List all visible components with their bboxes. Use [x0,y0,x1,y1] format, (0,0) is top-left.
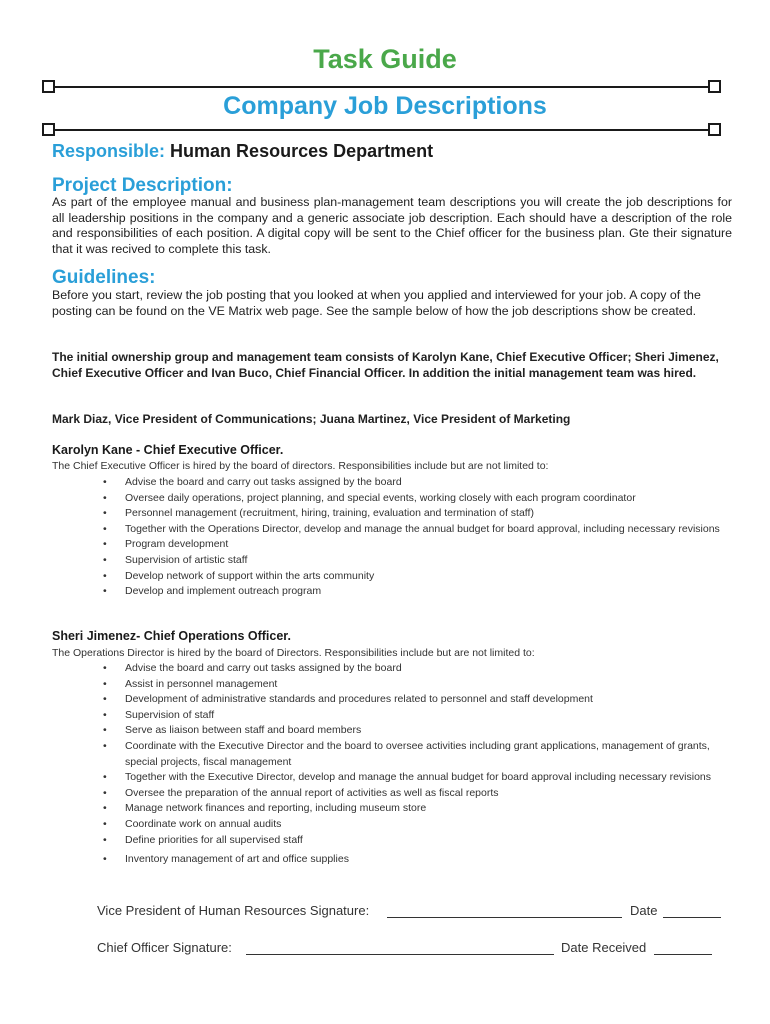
list-item: • Coordinate work on annual audits [103,817,743,833]
project-description-heading: Project Description: [52,175,233,196]
bullet-icon: • [103,476,107,488]
bullet-icon: • [103,739,107,752]
list-item: • Serve as liaison between staff and board members [103,723,743,739]
list-item: • Develop and implement outreach program [103,584,743,600]
vp-signature-field[interactable] [387,917,622,918]
list-item: • Supervision of artistic staff [103,553,743,569]
list-item: • Oversee daily operations, project planning, and special events, working closely with each program coordinator [103,491,743,507]
bullet-icon: • [103,507,107,520]
bullet-icon: • [103,569,107,582]
bullet-icon: • [103,522,107,535]
list-item: • Coordinate with the Executive Director and the board to oversee activities including grant applications, management of grants, special projects, fiscal management [103,739,710,768]
frame-corner-bottom-left [42,123,55,136]
frame-corner-bottom-right [708,123,721,136]
list-item: • Oversee the preparation of the annual report of activities as well as fiscal reports [103,786,743,802]
bullet-icon: • [103,491,107,504]
list-item: • Inventory management of art and office supplies [103,852,743,868]
bullet-icon: • [103,771,107,784]
list-item: • Advise the board and carry out tasks assigned by the board [103,475,743,491]
list-item: • Together with the Operations Director, develop and manage the annual budget for board approval, including necessary revisions [103,522,743,538]
guidelines-heading: Guidelines: [52,267,156,288]
bullet-icon: • [103,693,107,706]
project-description-text: As part of the employee manual and business plan-management team descriptions you will create the job descriptions for all leadership positions in the company and a generic associate job description. Each should have a description of the role and responsibilities of each position. A digital copy will be sent to the Chief officer for the business plan. Gte their signature that it was recived to complete this task. [52,195,732,256]
date-label: Date [630,903,658,918]
page-title: Task Guide [313,44,457,74]
bullet-icon: • [103,677,107,690]
bullet-icon: • [103,802,107,815]
bullet-icon: • [103,708,107,721]
responsible-value: Human Resources Department [170,141,434,161]
list-item: • Together with the Executive Director, develop and manage the annual budget for board approval including necessary revisions [103,770,743,786]
list-item: • Personnel management (recruitment, hiring, training, evaluation and termination of staff) [103,506,743,522]
list-item: • Assist in personnel management [103,677,743,693]
vice-presidents-line: Mark Diaz, Vice President of Communications; Juana Martinez, Vice President of Marketing [52,412,571,426]
frame-top-line [54,86,716,88]
bullet-icon: • [103,724,107,737]
ownership-paragraph: The initial ownership group and management team consists of Karolyn Kane, Chief Executive Officer; Sheri Jimenez, Chief Executive Officer and Ivan Buco, Chief Financial Officer. In addition the initial management team was hired. [52,350,719,380]
bullet-icon: • [103,833,107,846]
bullet-icon: • [103,817,107,830]
list-item: • Development of administrative standards and procedures related to personnel and staff development [103,692,743,708]
bullet-icon: • [103,585,107,598]
responsibility-list [103,661,743,868]
position-intro: The Chief Executive Officer is hired by the board of directors. Responsibilities include but are not limited to: [52,460,549,472]
date-received-label: Date Received [561,940,647,955]
bullet-icon: • [103,786,107,799]
date-field[interactable] [663,917,721,918]
page-subtitle: Company Job Descriptions [223,92,547,120]
list-item: • Program development [103,537,743,553]
list-item: • Advise the board and carry out tasks assigned by the board [103,661,743,677]
list-item: • Develop network of support within the arts community [103,569,743,585]
guidelines-text: Before you start, review the job posting that you looked at when you applied and interviewed for your job. A copy of the posting can be found on the VE Matrix web page. See the sample below of how the job descriptions show be created. [52,288,701,318]
position-title: Sheri Jimenez- Chief Operations Officer. [52,629,291,643]
responsible-label: Responsible: [52,141,166,161]
date-received-field[interactable] [654,954,712,955]
list-item: • Supervision of staff [103,708,743,724]
list-item: • Manage network finances and reporting, including museum store [103,801,743,817]
vp-signature-label: Vice President of Human Resources Signature: [97,903,370,918]
chief-signature-label: Chief Officer Signature: [97,940,232,955]
list-item: • Define priorities for all supervised staff [103,833,743,849]
chief-signature-field[interactable] [246,954,554,955]
position-intro: The Operations Director is hired by the board of Directors. Responsibilities include but are not limited to: [52,647,535,659]
frame-bottom-line [54,129,716,131]
bullet-icon: • [103,853,107,866]
bullet-icon: • [103,662,107,674]
responsible-line [52,141,433,162]
position-title: Karolyn Kane - Chief Executive Officer. [52,443,284,457]
bullet-icon: • [103,538,107,551]
bullet-icon: • [103,553,107,566]
responsibility-list [103,475,743,600]
